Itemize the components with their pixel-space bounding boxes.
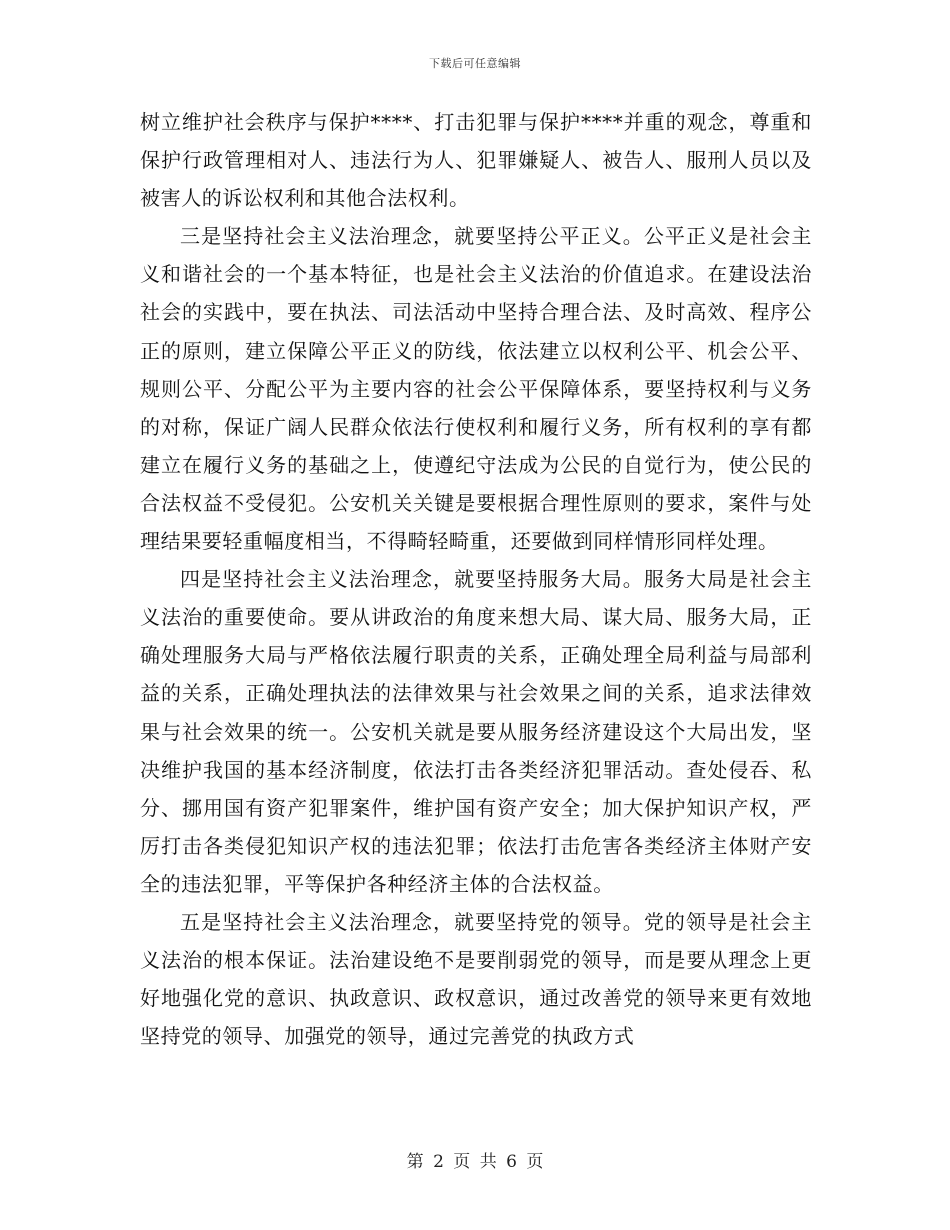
paragraph-continuation: 树立维护社会秩序与保护****、打击犯罪与保护****并重的观念，尊重和保护行政管理相对人、违法行为人、犯罪嫌疑人、被告人、服刑人员以及被害人的诉讼权利和其他合法权利。 [140, 110, 812, 211]
document-body [140, 103, 812, 1055]
paragraph-serve-overall-situation: 四是坚持社会主义法治理念，就要坚持服务大局。服务大局是社会主义法治的重要使命。要从讲政治的角度来想大局、谋大局、服务大局，正确处理服务大局与严格依法履行职责的关系，正确处理全局利益与局部利益的关系，正确处理执法的法律效果与社会效果之间的关系，追求法律效果与社会效果的统一。公安机关就是要从服务经济建设这个大局出发，坚决维护我国的基本经济制度，依法打击各类经济犯罪活动。查处侵吞、私分、挪用国有资产犯罪案件，维护国有资产安全；加大保护知识产权，严厉打击各类侵犯知识产权的违法犯罪；依法打击危害各类经济主体财产安全的违法犯罪，平等保护各种经济主体的合法权益。 [140, 567, 812, 896]
page-number: 第 2 页 共 6 页 [406, 1152, 544, 1172]
paragraph-party-leadership: 五是坚持社会主义法治理念，就要坚持党的领导。党的领导是社会主义法治的根本保证。法治建设绝不是要削弱党的领导，而是要从理念上更好地强化党的意识、执政意识、政权意识，通过改善党的领导来更有效地坚持党的领导、加强党的领导，通过完善党的执政方式 [140, 909, 812, 1049]
page-header: 下载后可任意编辑 [429, 57, 521, 70]
paragraph-fairness-justice: 三是坚持社会主义法治理念，就要坚持公平正义。公平正义是社会主义和谐社会的一个基本特征，也是社会主义法治的价值追求。在建设法治社会的实践中，要在执法、司法活动中坚持合理合法、及时高效、程序公正的原则，建立保障公平正义的防线，依法建立以权利公平、机会公平、规则公平、分配公平为主要内容的社会公平保障体系，要坚持权利与义务的对称，保证广阔人民群众依法行使权利和履行义务，所有权利的享有都建立在履行义务的基础之上，使遵纪守法成为公民的自觉行为，使公民的合法权益不受侵犯。公安机关关键是要根据合理性原则的要求，案件与处理结果要轻重幅度相当，不得畸轻畸重，还要做到同样情形同样处理。 [140, 224, 812, 554]
